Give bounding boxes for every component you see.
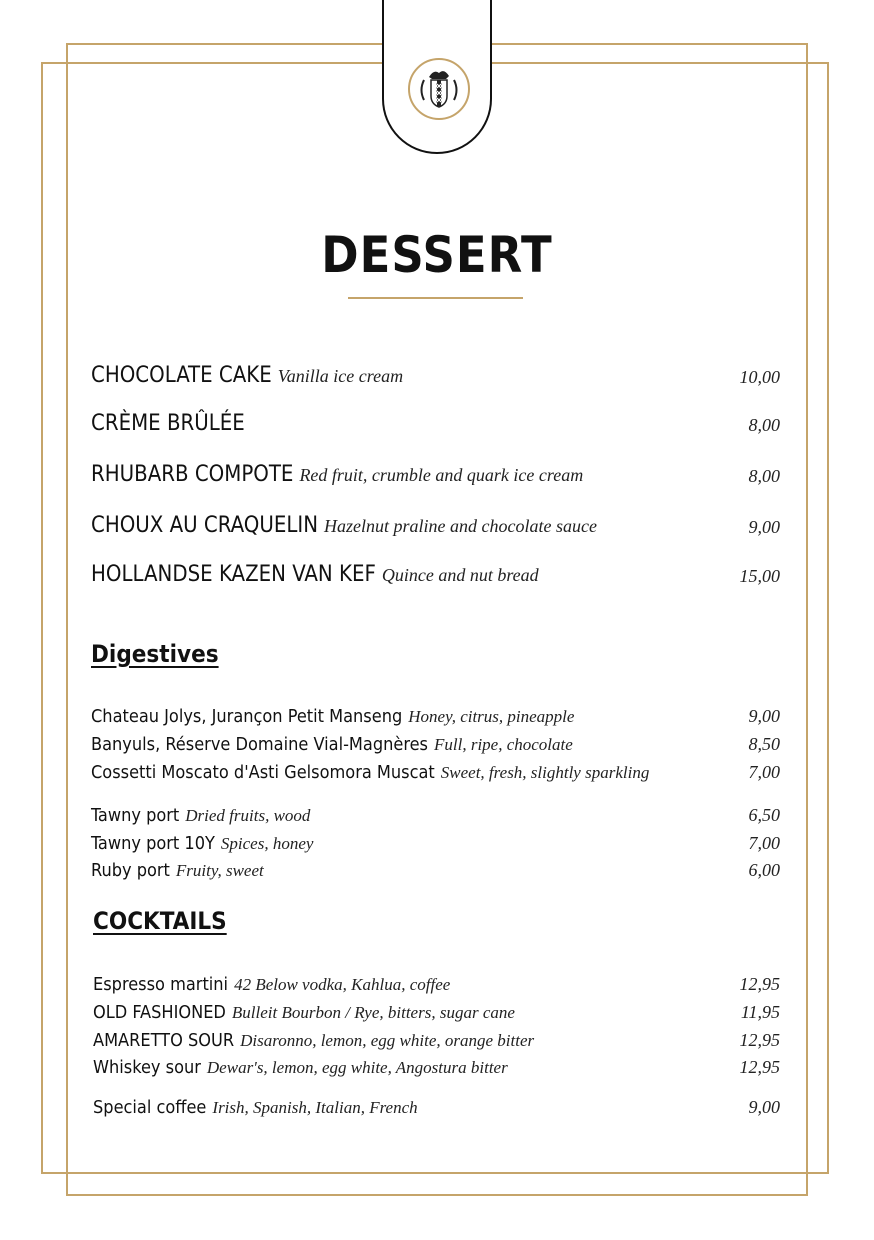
- item-description: Bulleit Bourbon / Rye, bitters, sugar cane: [231, 1003, 515, 1022]
- item-description: Irish, Spanish, Italian, French: [212, 1098, 418, 1117]
- item-name: Whiskey sour: [93, 1057, 201, 1078]
- digestive-item: [0, 753, 874, 783]
- item-price: 12,95: [739, 1030, 780, 1050]
- item-price: 11,95: [740, 1002, 780, 1022]
- dessert-item: [0, 457, 874, 487]
- item-name: Tawny port: [91, 805, 180, 826]
- digestive-item: [0, 725, 874, 755]
- item-description: 42 Below vodka, Kahlua, coffee: [234, 975, 451, 994]
- item-name: Banyuls, Réserve Domaine Vial-Magnères: [91, 734, 428, 755]
- item-price: 9,00: [748, 1097, 780, 1117]
- item-price: 9,00: [748, 517, 780, 537]
- item-price: 8,00: [748, 415, 780, 435]
- item-description: Hazelnut praline and chocolate sauce: [324, 516, 597, 536]
- port-item: [0, 824, 874, 854]
- cocktail-item: [0, 1021, 874, 1051]
- digestives-heading: Digestives: [91, 640, 219, 668]
- title-divider: [348, 297, 523, 299]
- digestive-item: [0, 697, 874, 727]
- item-price: 9,00: [748, 706, 780, 726]
- item-description: Red fruit, crumble and quark ice cream: [299, 465, 584, 485]
- item-description: Vanilla ice cream: [277, 366, 404, 386]
- item-price: 12,95: [739, 974, 780, 994]
- dessert-item: [0, 508, 874, 538]
- item-price: 15,00: [739, 566, 780, 586]
- item-name: Espresso martini: [93, 974, 229, 995]
- cocktails-heading: COCKTAILS: [93, 907, 227, 935]
- cocktail-item: [0, 1048, 874, 1078]
- dessert-item: [0, 358, 874, 388]
- item-price: 10,00: [739, 367, 780, 387]
- item-name: CHOCOLATE CAKE: [91, 363, 272, 388]
- dessert-item: [0, 406, 874, 436]
- item-description: Sweet, fresh, slightly sparkling: [440, 763, 650, 782]
- item-description: Dewar's, lemon, egg white, Angostura bitter: [206, 1058, 508, 1077]
- item-description: Spices, honey: [220, 834, 314, 853]
- item-description: Honey, citrus, pineapple: [408, 707, 575, 726]
- item-price: 6,00: [748, 860, 780, 880]
- item-name: OLD FASHIONED: [93, 1002, 226, 1023]
- item-name: CRÈME BRÛLÉE: [91, 411, 245, 436]
- item-name: CHOUX AU CRAQUELIN: [91, 513, 318, 538]
- item-description: Full, ripe, chocolate: [434, 735, 573, 754]
- crest-tab: [382, 0, 492, 154]
- cocktail-item: [0, 965, 874, 995]
- item-name: HOLLANDSE KAZEN VAN KEF: [91, 562, 376, 587]
- item-price: 12,95: [739, 1057, 780, 1077]
- port-item: [0, 851, 874, 881]
- item-price: 8,00: [748, 466, 780, 486]
- item-description: Fruity, sweet: [175, 861, 264, 880]
- item-description: Disaronno, lemon, egg white, orange bitter: [240, 1031, 535, 1050]
- cocktail-item: [0, 993, 874, 1023]
- item-name: AMARETTO SOUR: [93, 1030, 235, 1051]
- menu-title: DESSERT: [321, 226, 553, 284]
- item-price: 6,50: [748, 805, 780, 825]
- special-coffee-item: [0, 1088, 874, 1118]
- amsterdam-crest-icon: [408, 58, 470, 120]
- dessert-item: [0, 557, 874, 587]
- item-description: Quince and nut bread: [381, 565, 539, 585]
- item-name: Ruby port: [91, 860, 170, 881]
- port-item: [0, 796, 874, 826]
- item-price: 8,50: [748, 734, 780, 754]
- item-price: 7,00: [748, 833, 780, 853]
- item-name: Special coffee: [93, 1097, 207, 1118]
- item-name: Tawny port 10Y: [91, 833, 215, 854]
- item-name: Chateau Jolys, Jurançon Petit Manseng: [91, 706, 403, 727]
- item-name: RHUBARB COMPOTE: [91, 462, 294, 487]
- item-description: Dried fruits, wood: [185, 806, 311, 825]
- item-name: Cossetti Moscato d'Asti Gelsomora Muscat: [91, 762, 435, 783]
- item-price: 7,00: [748, 762, 780, 782]
